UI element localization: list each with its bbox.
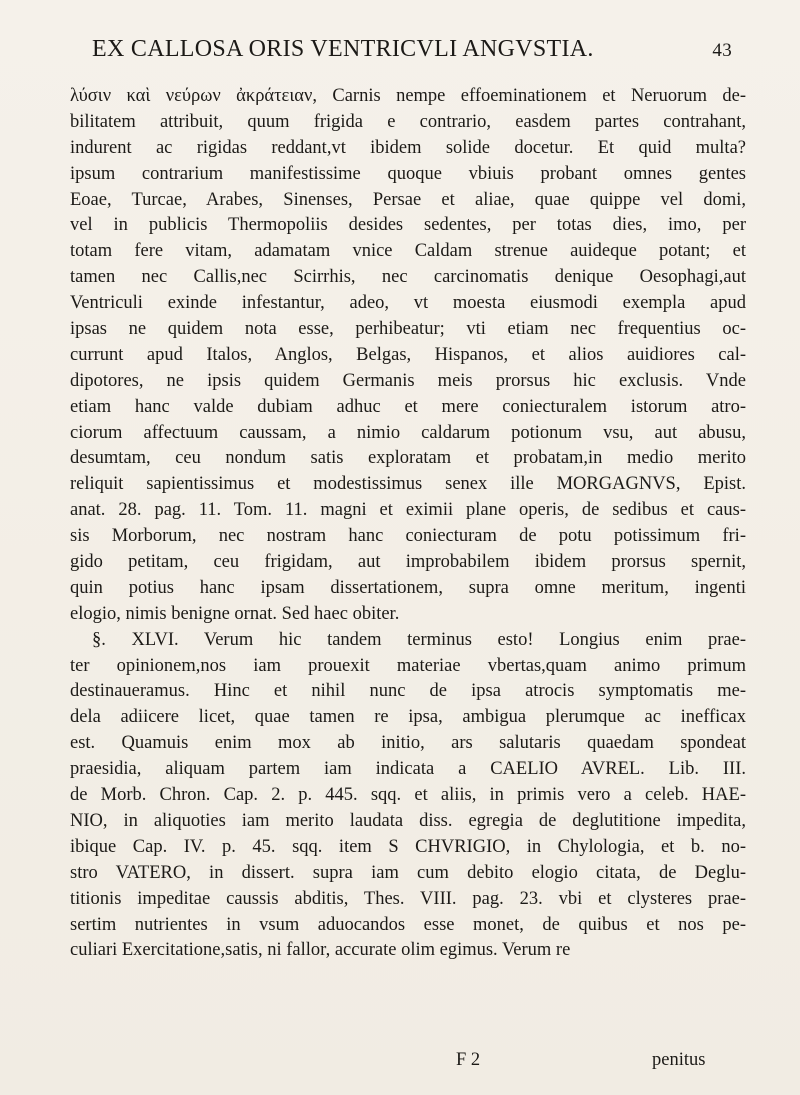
text-line: desumtam, ceu nondum satis exploratam et probatam,in medio merito [70,448,746,469]
text-line: quin potius hanc ipsam dissertationem, supra omne meritum, ingenti [70,577,746,598]
text-line: λύσιν καὶ νεύρων ἀκράτειαν, Carnis nempe effoeminationem et Neruorum de- [70,86,746,106]
text-line: praesidia, aliquam partem iam indicata a CAELIO AVREL. Lib. III. [70,759,746,780]
text-line: sertim nutrientes in vsum aduocandos esse monet, de quibus et nos pe- [70,914,746,935]
text-line: bilitatem attribuit, quum frigida e contrario, easdem partes contrahant, [70,111,746,132]
text-line: reliquit sapientissimus et modestissimus senex ille MORGAGNVS, Epist. [70,474,746,495]
catchword: penitus [652,1050,706,1070]
text-line: ipsum contrarium manifestissime quoque vbiuis probant omnes gentes [70,163,746,184]
text-line: sis Morborum, nec nostram hanc coniecturam de potu potissimum fri- [70,526,746,547]
signature-mark: F 2 [456,1050,481,1070]
text-line: §. XLVI. Verum hic tandem terminus esto! Longius enim prae- [92,629,746,650]
text-line: stro VATERO, in dissert. supra iam cum debito elogio citata, de Deglu- [70,862,746,883]
running-title: EX CALLOSA ORIS VENTRICVLI ANGVSTIA. [92,36,594,62]
text-line: currunt apud Italos, Anglos, Belgas, Hispanos, et alios auidiores cal- [70,344,746,365]
text-line: vel in publicis Thermopoliis desides sedentes, per totas dies, imo, per [70,215,746,236]
text-line: de Morb. Chron. Cap. 2. p. 445. sqq. et aliis, in primis vero a celeb. HAE- [70,785,746,806]
text-line: totam fere vitam, adamatam vnice Caldam strenue auideque potant; et [70,241,746,262]
text-line: ipsas ne quidem nota esse, perhibeatur; vti etiam nec frequentius oc- [70,319,746,340]
text-line: anat. 28. pag. 11. Tom. 11. magni et eximii plane operis, de sedibus et caus- [70,500,746,521]
text-line: NIO, in aliquoties iam merito laudata diss. egregia de deglutitione impedita, [70,810,746,831]
text-line: etiam hanc valde dubiam adhuc et mere coniecturalem istorum atro- [70,396,746,417]
text-line: dipotores, ne ipsis quidem Germanis meis prorsus hic exclusis. Vnde [70,370,746,391]
text-line: ter opinionem,nos iam prouexit materiae vbertas,quam animo primum [70,655,746,676]
text-line: Eoae, Turcae, Arabes, Sinenses, Persae et aliae, quae quippe vel domi, [70,189,746,210]
text-line: indurent ac rigidas reddant,vt ibidem solide docetur. Et quid multa? [70,137,746,158]
text-line: destinaueramus. Hinc et nihil nunc de ipsa atrocis symptomatis me- [70,681,746,702]
text-line: tamen nec Callis,nec Scirrhis, nec carcinomatis denique Oesophagi,aut [70,267,746,288]
text-line: est. Quamuis enim mox ab initio, ars salutaris quaedam spondeat [70,733,746,754]
text-line: elogio, nimis benigne ornat. Sed haec obiter. [70,603,400,624]
page-number: 43 [712,40,732,61]
text-line: titionis impeditae caussis abditis, Thes. VIII. pag. 23. vbi et clysteres prae- [70,888,746,909]
text-line: ciorum affectuum caussam, a nimio caldarum potionum vsu, aut abusu, [70,422,746,443]
text-line: dela adiicere licet, quae tamen re ipsa, ambigua plerumque ac inefficax [70,707,746,728]
running-header [92,36,732,63]
body-text [70,84,746,964]
text-line: ibique Cap. IV. p. 45. sqq. item S CHVRIGIO, in Chylologia, et b. no- [70,836,746,857]
text-line: Ventriculi exinde infestantur, adeo, vt moesta eiusmodi exempla apud [70,293,746,314]
text-line: gido petitam, ceu frigidam, aut improbabilem ibidem prorsus spernit, [70,552,746,573]
text-line: culiari Exercitatione,satis, ni fallor, accurate olim egimus. Verum re [70,940,571,961]
